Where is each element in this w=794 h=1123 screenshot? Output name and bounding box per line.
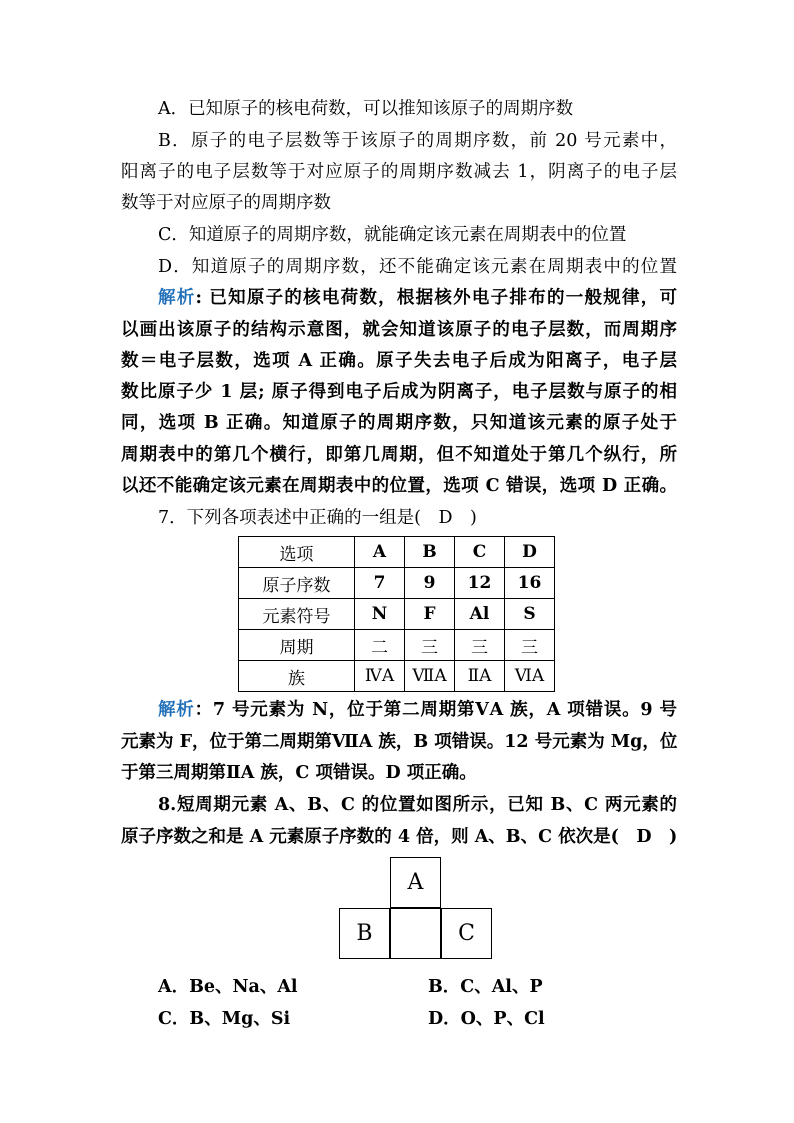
table-cell: 三 [455, 630, 505, 661]
q7-table [238, 536, 555, 692]
q7-stem: 7．下列各项表述中正确的一组是( D ) [158, 508, 477, 528]
q8-option-d: D．O、P、Cl [428, 1009, 545, 1029]
table-row [239, 630, 555, 661]
table-cell: 三 [505, 630, 555, 661]
table-row [239, 599, 555, 630]
q6-analysis-line7: 以还不能确定该元素在周期表中的位置，选项 C 错误，选项 D 正确。 [121, 476, 677, 496]
q6-option-d: D．知道原子的周期序数，还不能确定该元素在周期表中的位置 [158, 257, 677, 277]
figure-cell-c: C [441, 908, 492, 959]
table-cell: 周期 [239, 630, 355, 661]
table-header-cell: B [405, 537, 455, 568]
table-header-cell: 选项 [239, 537, 355, 568]
q6-option-b-line1: B．原子的电子层数等于该原子的周期序数，前 20 号元素中， [158, 131, 677, 151]
table-cell: ⅦA [405, 661, 455, 692]
table-cell: 12 [455, 568, 505, 599]
table-cell: 族 [239, 661, 355, 692]
q7-analysis-line3: 于第三周期第ⅡA 族，C 项错误。D 项正确。 [121, 763, 477, 783]
table-header-cell: A [355, 537, 405, 568]
table-cell: 二 [355, 630, 405, 661]
q6-option-b-line2: 阳离子的电子层数等于对应原子的周期序数减去 1，阴离子的电子层 [121, 162, 677, 182]
table-cell: 7 [355, 568, 405, 599]
figure-cell-b: B [339, 908, 390, 959]
q7-analysis-line2: 元素为 F，位于第二周期第ⅦA 族，B 项错误。12 号元素为 Mg，位 [121, 732, 678, 752]
table-cell: 原子序数 [239, 568, 355, 599]
table-cell: F [405, 599, 455, 630]
q8-stem-line1: 8.短周期元素 A、B、C 的位置如图所示，已知 B、C 两元素的 [158, 795, 677, 815]
q6-analysis-label: 解析 [158, 288, 196, 308]
table-header-cell: D [505, 537, 555, 568]
q8-option-b: B．C、Al、P [428, 977, 543, 997]
table-cell: 9 [405, 568, 455, 599]
table-cell: 16 [505, 568, 555, 599]
table-cell: S [505, 599, 555, 630]
q6-analysis-line6: 周期表中的第几个横行，即第几周期，但不知道处于第几个纵行，所 [121, 445, 677, 465]
table-row [239, 537, 555, 568]
q6-analysis-line4: 数比原子少 1 层; 原子得到电子后成为阴离子，电子层数与原子的相 [121, 382, 677, 402]
table-cell: Al [455, 599, 505, 630]
q6-analysis-line1: 解析: 已知原子的核电荷数，根据核外电子排布的一般规律，可 [158, 288, 677, 308]
table-row [239, 568, 555, 599]
q6-option-c: C．知道原子的周期序数，就能确定该元素在周期表中的位置 [158, 225, 627, 245]
table-cell: N [355, 599, 405, 630]
table-cell: ⅡA [455, 661, 505, 692]
q8-stem-line2: 原子序数之和是 A 元素原子序数的 4 倍，则 A、B、C 依次是( D ) [121, 827, 678, 847]
q8-option-c: C．B、Mg、Si [158, 1009, 291, 1029]
q7-analysis-line1: 解析：7 号元素为 N，位于第二周期第ⅤA 族，A 项错误。9 号 [158, 700, 678, 720]
table-cell: ⅣA [355, 661, 405, 692]
q6-option-b-line3: 数等于对应原子的周期序数 [121, 193, 331, 213]
table-cell: ⅥA [505, 661, 555, 692]
q6-analysis-line3: 数＝电子层数，选项 A 正确。原子失去电子后成为阳离子，电子层 [121, 351, 677, 371]
table-header-cell: C [455, 537, 505, 568]
q6-analysis-line2: 以画出该原子的结构示意图，就会知道该原子的电子层数，而周期序 [121, 320, 677, 340]
figure-cell-empty [390, 908, 441, 959]
q6-option-a: A．已知原子的核电荷数，可以推知该原子的周期序数 [158, 99, 574, 119]
table-cell: 三 [405, 630, 455, 661]
table-row [239, 661, 555, 692]
q6-analysis-line5: 同，选项 B 正确。知道原子的周期序数，只知道该元素的原子处于 [121, 413, 677, 433]
q7-analysis-label: 解析 [158, 700, 195, 720]
figure-cell-a: A [390, 857, 441, 908]
q8-option-a: A．Be、Na、Al [158, 977, 298, 997]
table-cell: 元素符号 [239, 599, 355, 630]
